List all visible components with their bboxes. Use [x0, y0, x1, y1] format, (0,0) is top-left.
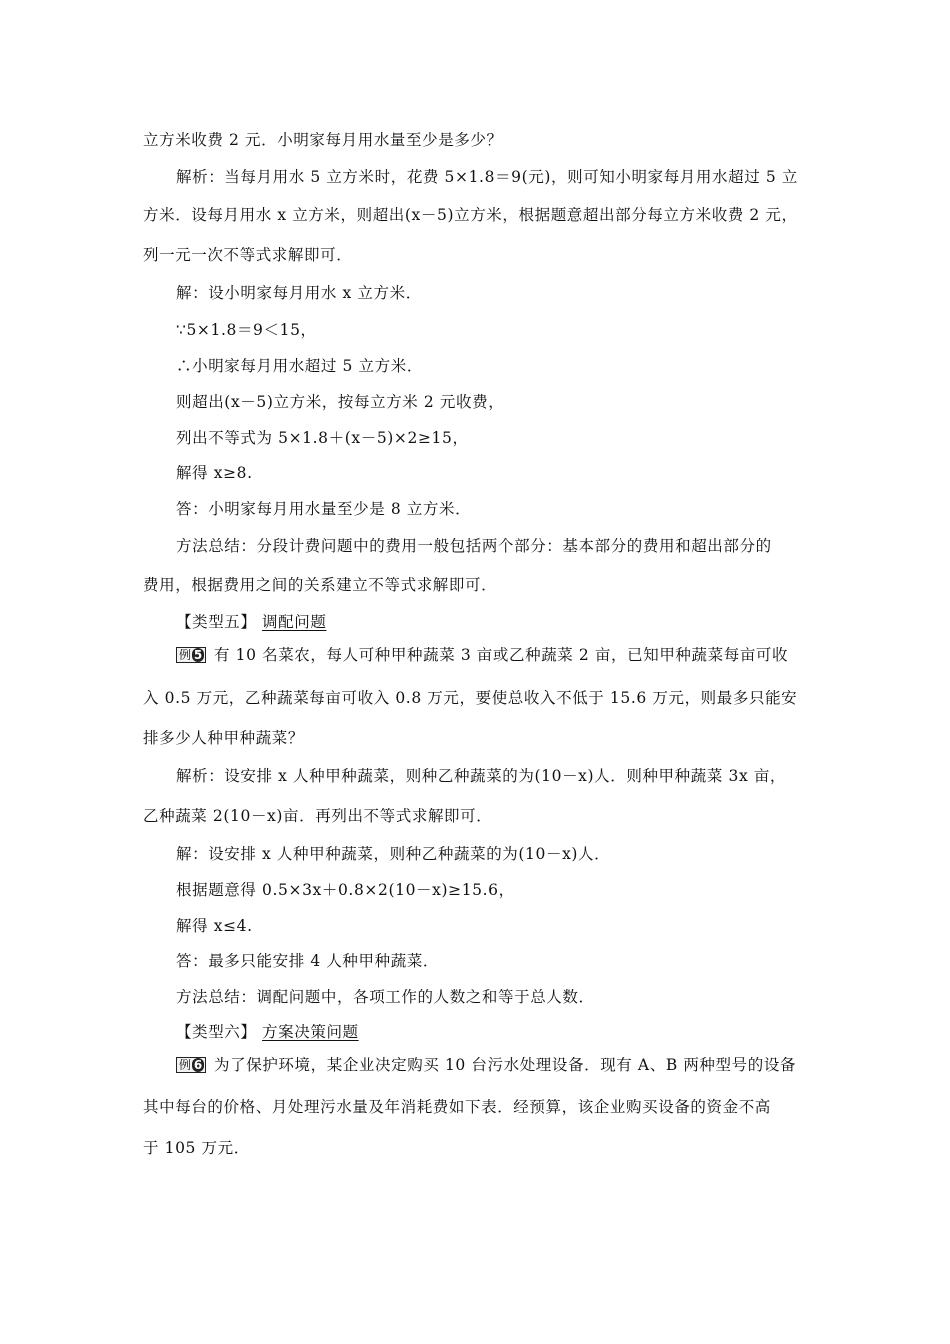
text-line: 于 105 万元． [143, 1139, 250, 1157]
example-label: 例 [179, 648, 192, 662]
text-line: 入 0.5 万元，乙种蔬菜每亩可收入 0.8 万元，要使总收入不低于 15.6 万元，则最多只能安 [143, 689, 798, 707]
section-bracket: 【类型五】 [176, 613, 257, 631]
text-line: 解析：设安排 x 人种甲种蔬菜，则种乙种蔬菜的为(10－x)人．则种甲种蔬菜 3x 亩， [176, 767, 787, 785]
example-number: 5 [193, 648, 203, 662]
text-line: 解：设小明家每月用水 x 立方米． [176, 284, 422, 302]
text-line: 答：小明家每月用水量至少是 8 立方米． [176, 500, 472, 518]
text-line: 费用，根据费用之间的关系建立不等式求解即可． [143, 576, 498, 594]
section-bracket: 【类型六】 [176, 1023, 257, 1041]
text-line: 答：最多只能安排 4 人种甲种蔬菜． [176, 952, 440, 970]
text-line: ∵5×1.8＝9＜15， [176, 321, 317, 339]
section-heading-type6 [176, 1022, 359, 1042]
text-line: 解得 x≤4. [176, 917, 253, 935]
example-label: 例 [179, 1058, 192, 1072]
text-line: 列一元一次不等式求解即可． [143, 246, 353, 264]
text-line: 解得 x≥8. [176, 464, 253, 482]
text-line: 解析：当每月用水 5 立方米时，花费 5×1.8＝9(元)，则可知小明家每月用水超过 5 立 [176, 168, 798, 186]
text-line: 其中每台的价格、月处理污水量及年消耗费如下表．经预算，该企业购买设备的资金不高 [143, 1098, 771, 1116]
text-line: 为了保护环境，某企业决定购买 10 台污水处理设备．现有 A、B 两种型号的设备 [214, 1056, 797, 1074]
example-badge [176, 1057, 206, 1073]
example6-line [176, 1055, 796, 1075]
example-badge [176, 647, 206, 663]
example-number: 6 [193, 1058, 203, 1072]
text-line: 方米．设每月用水 x 立方米，则超出(x－5)立方米，根据题意超出部分每立方米收费 2 元， [143, 206, 798, 224]
text-line: 方法总结：调配问题中，各项工作的人数之和等于总人数． [176, 988, 595, 1006]
text-line: 列出不等式为 5×1.8＋(x－5)×2≥15， [176, 429, 469, 447]
example5-line [176, 645, 788, 665]
text-line: 方法总结：分段计费问题中的费用一般包括两个部分：基本部分的费用和超出部分的 [176, 537, 772, 555]
text-line: 则超出(x－5)立方米，按每立方米 2 元收费， [176, 393, 505, 411]
text-line: 乙种蔬菜 2(10－x)亩．再列出不等式求解即可． [143, 807, 493, 825]
text-line: 立方米收费 2 元．小明家每月用水量至少是多少？ [143, 131, 503, 149]
section-heading-type5 [176, 612, 326, 632]
text-line: 解：设安排 x 人种甲种蔬菜，则种乙种蔬菜的为(10－x)人． [176, 845, 611, 863]
text-line: ∴小明家每月用水超过 5 立方米． [176, 357, 423, 375]
text-line: 排多少人种甲种蔬菜？ [143, 729, 305, 747]
text-line: 根据题意得 0.5×3x＋0.8×2(10－x)≥15.6， [176, 881, 515, 899]
section-title: 调配问题 [262, 613, 327, 631]
section-title: 方案决策问题 [262, 1023, 359, 1041]
text-line: 有 10 名菜农，每人可种甲种蔬菜 3 亩或乙种蔬菜 2 亩，已知甲种蔬菜每亩可收 [214, 646, 789, 664]
